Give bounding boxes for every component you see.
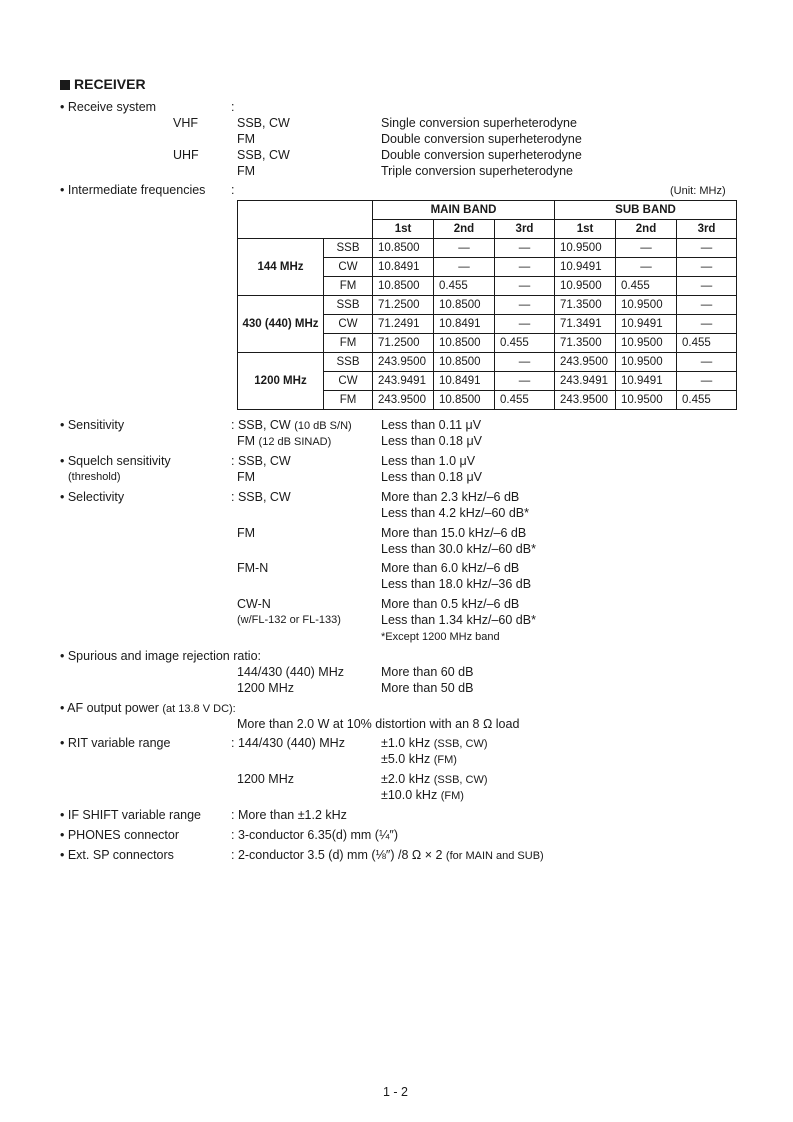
square-bullet-icon — [60, 80, 70, 90]
value-cell: — — [434, 239, 495, 258]
if-table-body — [238, 239, 737, 410]
phones-label: • PHONES connector — [60, 828, 180, 842]
rit-label: • RIT variable range — [60, 736, 171, 750]
af-label: • AF output power (at 13.8 V DC): — [60, 701, 236, 715]
rs-band: VHF — [173, 116, 198, 130]
value-cell: 71.2500 — [373, 296, 434, 315]
value-cell: 0.455 — [495, 391, 555, 410]
mode-cell: SSB — [324, 353, 373, 372]
squelch-mode: FM — [237, 470, 256, 484]
value-cell: — — [677, 372, 737, 391]
value-cell: — — [495, 239, 555, 258]
value-cell: 243.9500 — [555, 391, 616, 410]
rs-desc: Single conversion superheterodyne — [381, 116, 577, 130]
sensitivity-value: Less than 0.18 μV — [381, 434, 483, 448]
value-cell: — — [677, 353, 737, 372]
value-cell: 10.8500 — [434, 391, 495, 410]
value-cell: 71.3500 — [555, 334, 616, 353]
selectivity-mode: : SSB, CW — [231, 490, 291, 504]
main-band-header: MAIN BAND — [373, 201, 555, 220]
mode-cell: FM — [324, 391, 373, 410]
band-cell: 430 (440) MHz — [238, 296, 324, 353]
table-row — [238, 239, 737, 258]
rit-value: ±2.0 kHz (SSB, CW) — [381, 772, 488, 786]
sensitivity-value: Less than 0.11 μV — [381, 418, 482, 432]
value-cell: — — [495, 277, 555, 296]
value-cell: 10.9500 — [616, 334, 677, 353]
value-cell: 71.3500 — [555, 296, 616, 315]
squelch-value: Less than 1.0 μV — [381, 454, 476, 468]
selectivity-label: • Selectivity — [60, 490, 125, 504]
squelch-sublabel: (threshold) — [68, 471, 121, 483]
col-header: 2nd — [434, 220, 495, 239]
spurious-value: More than 50 dB — [381, 681, 474, 695]
selectivity-value: More than 0.5 kHz/–6 dB — [381, 597, 520, 611]
selectivity-mode: FM — [237, 526, 256, 540]
value-cell: 243.9491 — [555, 372, 616, 391]
value-cell: 10.9500 — [616, 353, 677, 372]
rs-desc: Double conversion superheterodyne — [381, 132, 582, 146]
selectivity-value: Less than 30.0 kHz/–60 dB* — [381, 542, 536, 556]
col-header: 2nd — [616, 220, 677, 239]
table-row — [238, 296, 737, 315]
extsp-value: : 2-conductor 3.5 (d) mm (⅛″) /8 Ω × 2 (for MAIN and SUB) — [231, 848, 544, 862]
spurious-value: More than 60 dB — [381, 665, 474, 679]
value-cell: 0.455 — [677, 334, 737, 353]
value-cell: 243.9500 — [373, 391, 434, 410]
sensitivity-mode: FM (12 dB SINAD) — [237, 434, 332, 448]
if-label: • Intermediate frequencies — [60, 183, 206, 197]
sensitivity-label: • Sensitivity — [60, 418, 125, 432]
value-cell: 10.8500 — [434, 334, 495, 353]
mode-cell: FM — [324, 334, 373, 353]
col-header: 1st — [373, 220, 434, 239]
rs-mode: SSB, CW — [237, 148, 290, 162]
value-cell: — — [616, 258, 677, 277]
value-cell: — — [677, 315, 737, 334]
af-value: More than 2.0 W at 10% distortion with an 8 Ω load — [237, 717, 520, 731]
if-unit: (Unit: MHz) — [670, 185, 726, 197]
mode-cell: SSB — [324, 296, 373, 315]
selectivity-value: More than 6.0 kHz/–6 dB — [381, 561, 520, 575]
value-cell: — — [495, 315, 555, 334]
value-cell: 0.455 — [495, 334, 555, 353]
rit-value: ±1.0 kHz (SSB, CW) — [381, 736, 488, 750]
value-cell: 71.3491 — [555, 315, 616, 334]
rit-band: : 144/430 (440) MHz — [231, 736, 345, 750]
value-cell: 243.9500 — [555, 353, 616, 372]
rit-band: 1200 MHz — [237, 772, 294, 786]
selectivity-value: More than 2.3 kHz/–6 dB — [381, 490, 520, 504]
value-cell: — — [677, 277, 737, 296]
value-cell: — — [495, 353, 555, 372]
value-cell: — — [616, 239, 677, 258]
value-cell: 10.9500 — [555, 277, 616, 296]
ifshift-label: • IF SHIFT variable range — [60, 808, 202, 822]
receive-system-colon: : — [231, 100, 235, 114]
mode-cell: CW — [324, 258, 373, 277]
phones-value: : 3-conductor 6.35(d) mm (¼″) — [231, 828, 398, 842]
if-colon: : — [231, 183, 235, 197]
if-table — [237, 200, 737, 410]
squelch-value: Less than 0.18 μV — [381, 470, 483, 484]
selectivity-value: Less than 1.34 kHz/–60 dB* — [381, 613, 536, 627]
table-header-row — [238, 201, 737, 220]
band-cell: 144 MHz — [238, 239, 324, 296]
value-cell: 71.2500 — [373, 334, 434, 353]
value-cell: 71.2491 — [373, 315, 434, 334]
value-cell: 0.455 — [677, 391, 737, 410]
value-cell: 10.9500 — [616, 391, 677, 410]
mode-cell: CW — [324, 372, 373, 391]
spurious-band: 1200 MHz — [237, 681, 294, 695]
value-cell: — — [495, 372, 555, 391]
selectivity-value: More than 15.0 kHz/–6 dB — [381, 526, 527, 540]
value-cell: — — [677, 296, 737, 315]
value-cell: 10.9500 — [616, 296, 677, 315]
spurious-band: 144/430 (440) MHz — [237, 665, 345, 679]
selectivity-value: Less than 18.0 kHz/–36 dB — [381, 577, 532, 591]
value-cell: 10.8500 — [434, 296, 495, 315]
value-cell: 10.8491 — [373, 258, 434, 277]
value-cell: 10.8491 — [434, 372, 495, 391]
value-cell: 243.9500 — [373, 353, 434, 372]
value-cell: 243.9491 — [373, 372, 434, 391]
rs-mode: FM — [237, 164, 256, 178]
section-heading: RECEIVER — [60, 77, 146, 92]
rs-band: UHF — [173, 148, 199, 162]
sensitivity-mode: : SSB, CW (10 dB S/N) — [231, 418, 352, 432]
rs-desc: Triple conversion superheterodyne — [381, 164, 574, 178]
value-cell: 10.9500 — [555, 239, 616, 258]
squelch-mode: : SSB, CW — [231, 454, 291, 468]
selectivity-mode: CW-N — [237, 597, 271, 611]
value-cell: 10.8500 — [373, 239, 434, 258]
value-cell: 10.8491 — [434, 315, 495, 334]
receive-system-label: • Receive system — [60, 100, 157, 114]
selectivity-value: Less than 4.2 kHz/–60 dB* — [381, 506, 530, 520]
value-cell: 0.455 — [616, 277, 677, 296]
value-cell: 10.8500 — [434, 353, 495, 372]
selectivity-mode: FM-N — [237, 561, 269, 575]
value-cell: — — [434, 258, 495, 277]
rit-value: ±5.0 kHz (FM) — [381, 752, 457, 766]
spurious-label: • Spurious and image rejection ratio: — [60, 649, 262, 663]
value-cell: 10.9491 — [616, 315, 677, 334]
value-cell: — — [677, 239, 737, 258]
value-cell: 0.455 — [434, 277, 495, 296]
selectivity-footnote: *Except 1200 MHz band — [381, 631, 500, 643]
rs-mode: FM — [237, 132, 256, 146]
value-cell: 10.8500 — [373, 277, 434, 296]
band-cell: 1200 MHz — [238, 353, 324, 410]
value-cell: — — [495, 258, 555, 277]
value-cell: — — [495, 296, 555, 315]
table-row — [238, 353, 737, 372]
sub-band-header: SUB BAND — [555, 201, 737, 220]
value-cell: 10.9491 — [616, 372, 677, 391]
rs-mode: SSB, CW — [237, 116, 290, 130]
ifshift-value: : More than ±1.2 kHz — [231, 808, 347, 822]
col-header: 3rd — [677, 220, 737, 239]
squelch-label: • Squelch sensitivity — [60, 454, 171, 468]
mode-cell: SSB — [324, 239, 373, 258]
mode-cell: FM — [324, 277, 373, 296]
extsp-label: • Ext. SP connectors — [60, 848, 174, 862]
selectivity-note: (w/FL-132 or FL-133) — [237, 614, 341, 626]
col-header: 1st — [555, 220, 616, 239]
table-corner-cell — [238, 201, 373, 239]
page-number: 1 - 2 — [383, 1085, 409, 1099]
col-header: 3rd — [495, 220, 555, 239]
value-cell: — — [677, 258, 737, 277]
value-cell: 10.9491 — [555, 258, 616, 277]
rit-value: ±10.0 kHz (FM) — [381, 788, 464, 802]
rs-desc: Double conversion superheterodyne — [381, 148, 582, 162]
mode-cell: CW — [324, 315, 373, 334]
